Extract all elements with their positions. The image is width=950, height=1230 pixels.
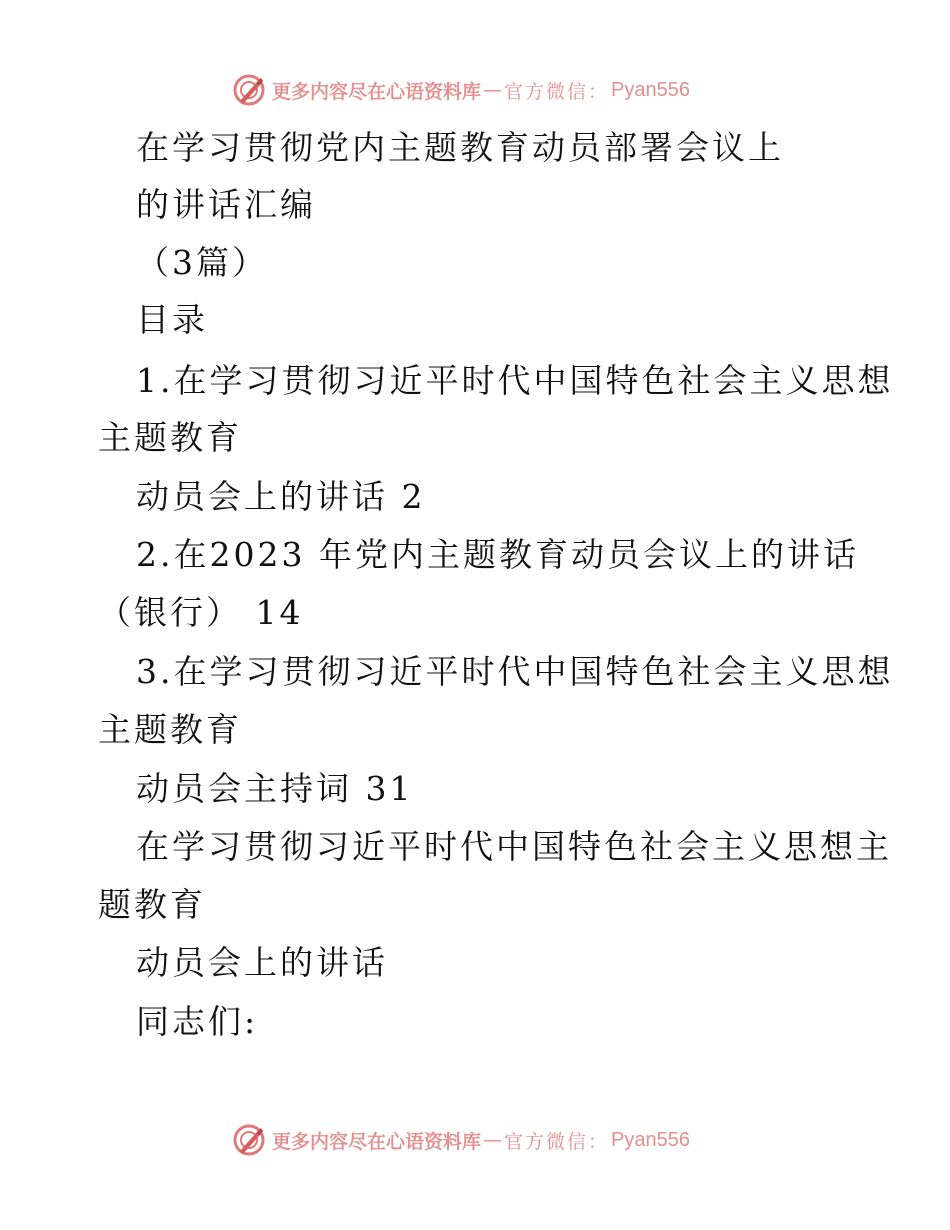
section-title-line-2: 题教育 [98, 885, 206, 924]
toc-item-2-line-1: 2.在2023 年党内主题教育动员会议上的讲话 [136, 535, 859, 574]
toc-item-1-line-2: 主题教育 [98, 418, 242, 457]
document-title-line-1: 在学习贯彻党内主题教育动员部署会议上 [136, 128, 784, 167]
pen-logo-icon [232, 1123, 266, 1157]
toc-item-3-line-2: 主题教育 [98, 710, 242, 749]
watermark-main-text: 更多内容尽在心语资料库 [272, 1130, 482, 1153]
footer-watermark [232, 1122, 690, 1158]
toc-item-3-line-3: 动员会主持词 31 [136, 769, 414, 808]
watermark-dash: — [483, 79, 503, 101]
section-title-line-1: 在学习贯彻习近平时代中国特色社会主义思想主 [136, 827, 892, 866]
watermark-wechat-id: Pyan556 [611, 78, 690, 101]
toc-item-1-line-1: 1.在学习贯彻习近平时代中国特色社会主义思想 [136, 361, 894, 400]
pen-logo-icon [232, 73, 266, 107]
document-title-line-2: 的讲话汇编 [136, 185, 316, 224]
watermark-wechat-id: Pyan556 [611, 1128, 690, 1151]
watermark-dash: — [483, 1129, 503, 1151]
watermark-official-label: 官方微信： [504, 1130, 610, 1153]
watermark-main-text: 更多内容尽在心语资料库 [272, 80, 482, 103]
toc-item-2-line-2: （银行） 14 [98, 593, 304, 632]
salutation: 同志们: [136, 1002, 259, 1041]
toc-item-1-line-3: 动员会上的讲话 2 [136, 477, 426, 516]
watermark-official-label: 官方微信： [504, 80, 610, 103]
toc-item-3-line-1: 3.在学习贯彻习近平时代中国特色社会主义思想 [136, 652, 894, 691]
document-count: （3篇） [136, 243, 268, 282]
header-watermark [232, 72, 690, 108]
section-title-line-3: 动员会上的讲话 [136, 943, 388, 982]
toc-heading: 目录 [136, 300, 208, 339]
